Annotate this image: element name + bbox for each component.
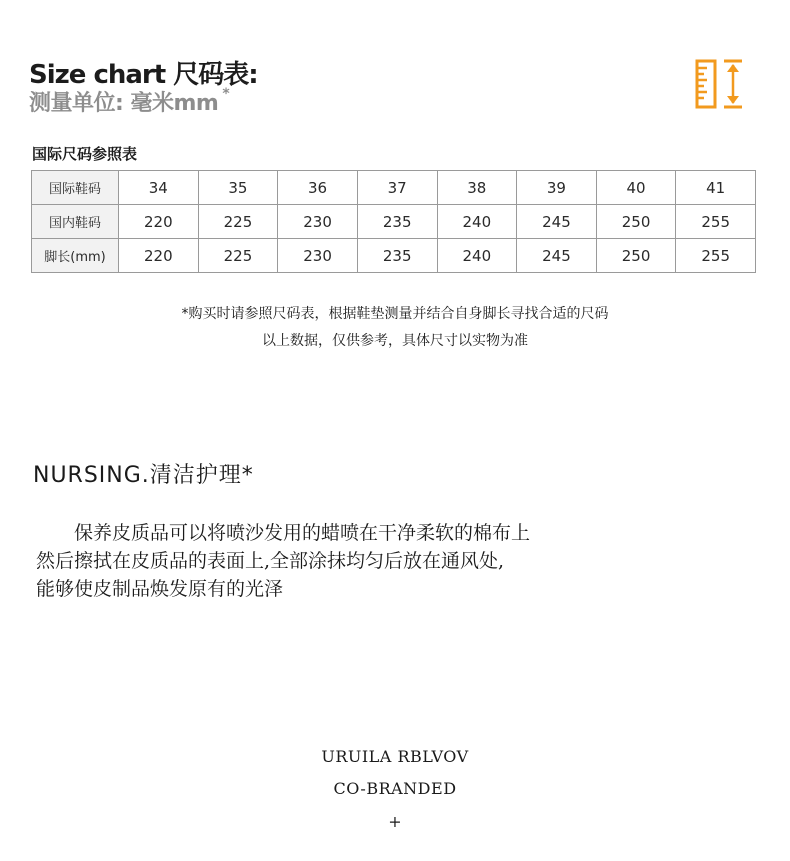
table-cell: 220: [119, 239, 199, 273]
table-cell: 250: [596, 239, 676, 273]
size-table-title: 国际尺码参照表: [32, 145, 138, 163]
table-row: [32, 205, 756, 239]
table-cell: 240: [437, 239, 517, 273]
table-cell: 41: [676, 171, 756, 205]
table-cell: 235: [357, 205, 437, 239]
purchase-note: *购买时请参照尺码表，根据鞋垫测量并结合自身脚长寻找合适的尺码: [181, 306, 609, 322]
table-cell: 230: [278, 205, 358, 239]
row-header: 脚长(mm): [32, 239, 119, 273]
table-cell: 34: [119, 171, 199, 205]
unit-subtitle-text: 测量单位: 毫米mm: [29, 91, 219, 116]
unit-subtitle: [29, 86, 229, 117]
table-row: [32, 239, 756, 273]
brand-name: URUILA RBLVOV: [321, 747, 469, 766]
table-cell: 37: [357, 171, 437, 205]
table-cell: 250: [596, 205, 676, 239]
table-cell: 240: [437, 205, 517, 239]
reference-note: 以上数据，仅供参考，具体尺寸以实物为准: [262, 333, 528, 349]
brand-cobranded: CO-BRANDED: [333, 779, 457, 798]
table-cell: 40: [596, 171, 676, 205]
brand-plus: +: [388, 812, 402, 831]
table-cell: 38: [437, 171, 517, 205]
row-header: 国际鞋码: [32, 171, 119, 205]
page-title: Size chart 尺码表:: [29, 60, 258, 90]
table-cell: 255: [676, 205, 756, 239]
table-cell: 225: [198, 239, 278, 273]
table-row: [32, 171, 756, 205]
table-cell: 36: [278, 171, 358, 205]
nursing-title: NURSING.清洁护理*: [33, 463, 254, 488]
table-cell: 35: [198, 171, 278, 205]
table-cell: 39: [517, 171, 597, 205]
table-cell: 245: [517, 205, 597, 239]
table-cell: 225: [198, 205, 278, 239]
ruler-height-icon: [694, 58, 746, 110]
table-cell: 255: [676, 239, 756, 273]
unit-subtitle-star: *: [222, 86, 230, 102]
nursing-line: 然后擦拭在皮质品的表面上,全部涂抹均匀后放在通风处,: [36, 550, 505, 572]
nursing-line: 保养皮质品可以将喷沙发用的蜡喷在干净柔软的棉布上: [74, 522, 531, 544]
table-cell: 235: [357, 239, 437, 273]
size-chart-table: [31, 170, 756, 273]
table-cell: 230: [278, 239, 358, 273]
table-cell: 220: [119, 205, 199, 239]
nursing-body: [36, 519, 736, 603]
table-cell: 245: [517, 239, 597, 273]
nursing-line: 能够使皮制品焕发原有的光泽: [36, 578, 284, 600]
row-header: 国内鞋码: [32, 205, 119, 239]
